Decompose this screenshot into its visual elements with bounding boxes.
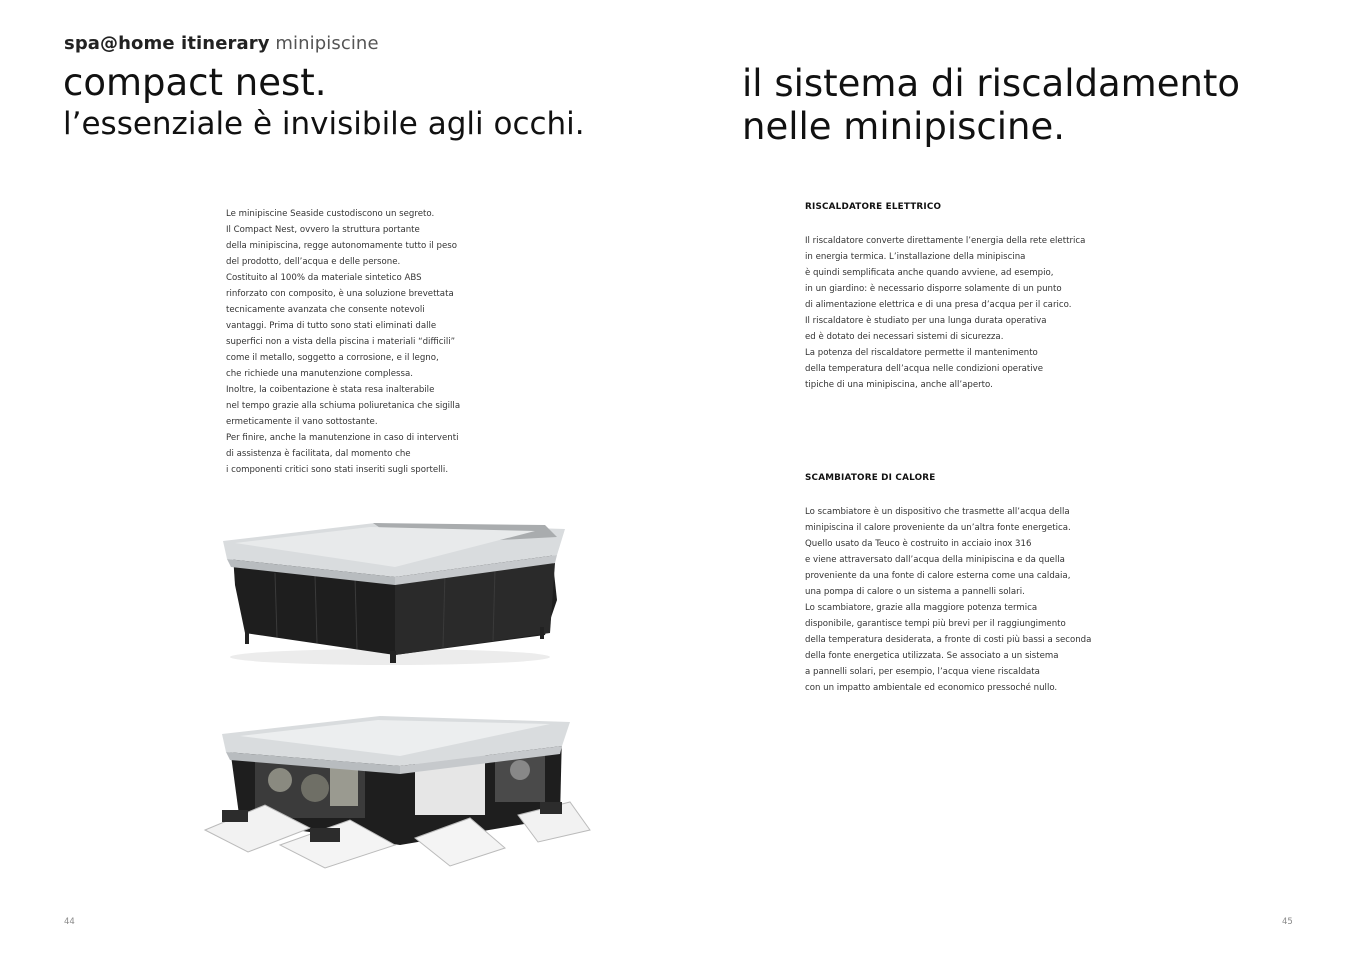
page-number-left: 44 — [64, 917, 75, 927]
right-title-line1: il sistema di riscaldamento — [742, 62, 1241, 105]
left-title-subtitle: l’essenziale è invisibile agli occhi. — [63, 106, 585, 142]
right-title-line2: nelle minipiscine. — [742, 105, 1065, 148]
right-page-title — [742, 62, 1240, 148]
left-title-main: compact nest. — [63, 61, 327, 104]
minipool-open-image — [200, 710, 595, 870]
kicker-light: minipiscine — [275, 33, 379, 54]
heater-paragraph: Il riscaldatore converte direttamente l’energia della rete elettrica in energia termica. L’installazione della minipiscina è quindi semplificata anche quando avviene, ad esempio, in un giardino: è necessario disporre solamente di un punto di alimentazione elettrica e di una presa d’acqua per il carico. Il riscaldatore è studiato per una lunga durata operativa ed è dotato dei necessari sistemi di sicurezza. La potenza del riscaldatore permette il mantenimento della temperatura dell’acqua nelle condizioni operative tipiche di una minipiscina, anche all’aperto. — [805, 236, 1086, 390]
minipool-closed-image — [205, 515, 585, 670]
page-number-right: 45 — [1282, 917, 1293, 927]
section-kicker — [64, 33, 379, 54]
exchanger-paragraph: Lo scambiatore è un dispositivo che trasmette all’acqua della minipiscina il calore proveniente da un’altra fonte energetica. Quello usato da Teuco è costruito in acciaio inox 316 e viene attraversato dall’acqua della minipiscina e da quella proveniente da una fonte di calore esterna come una caldaia, una pompa di calore o un sistema a pannelli solari. Lo scambiatore, grazie alla maggiore potenza termica disponibile, garantisce tempi più brevi per il raggiungimento della temperatura desiderata, a fronte di costi più bassi a seconda della fonte energetica utilizzata. Se associato a un sistema a pannelli solari, per esempio, l’acqua viene riscaldata con un impatto ambientale ed economico pressoché nullo. — [805, 507, 1092, 693]
compact-nest-paragraph: Le minipiscine Seaside custodiscono un segreto. Il Compact Nest, ovvero la struttura portante della minipiscina, regge autonomamente tutto il peso del prodotto, dell’acqua e delle persone. Costituito al 100% da materiale sintetico ABS rinforzato con composito, è una soluzione brevettata tecnicamente avanzata che consente notevoli vantaggi. Prima di tutto sono stati eliminati dalle superfici non a vista della piscina i materiali “difficili” come il metallo, soggetto a corrosione, e il legno, che richiede una manutenzione complessa. Inoltre, la coibentazione è stata resa inalterabile nel tempo grazie alla schiuma poliuretanica che sigilla ermeticamente il vano sottostante. Per finire, anche la manutenzione in caso di interventi di assistenza è facilitata, dal momento che i componenti critici sono stati inseriti sugli sportelli. — [226, 209, 461, 475]
section-heading-heater: RISCALDATORE ELETTRICO — [805, 202, 942, 212]
left-page-title — [63, 62, 585, 146]
section-heading-exchanger: SCAMBIATORE DI CALORE — [805, 473, 936, 483]
kicker-bold: spa@home itinerary — [64, 33, 270, 54]
